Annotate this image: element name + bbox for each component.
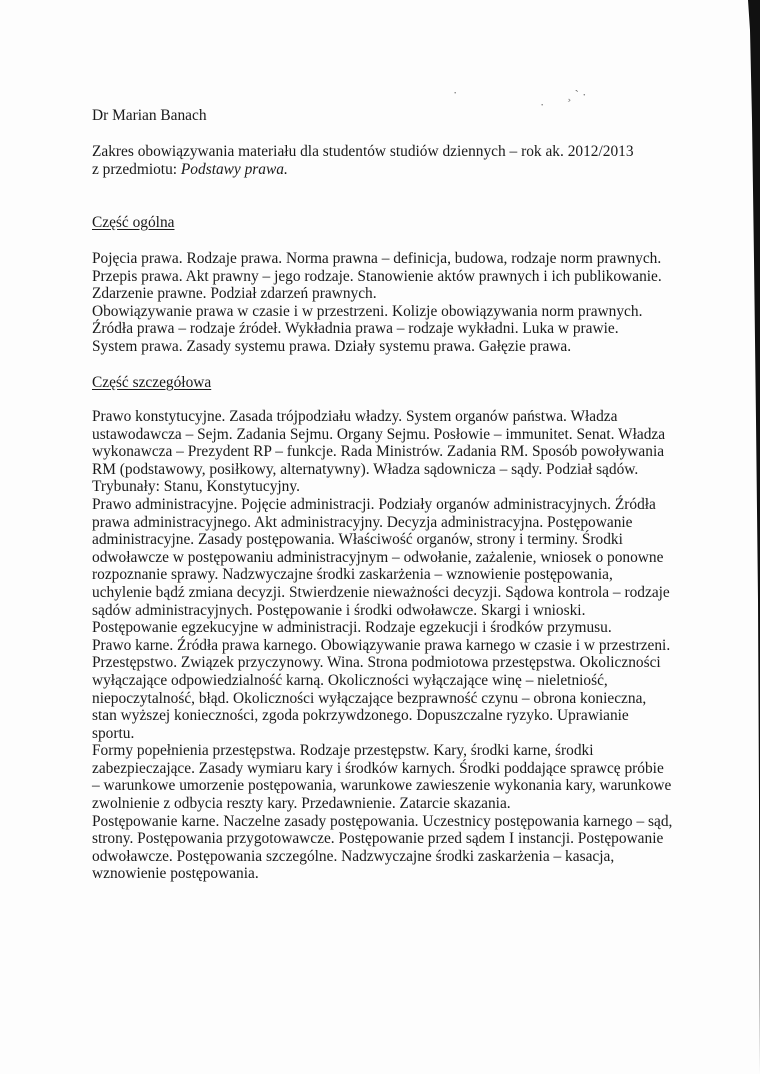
body-line: Formy popełnienia przestępstwa. Rodzaje przestępstw. Kary, środki karne, środki: [92, 742, 594, 760]
body-line: zabezpieczające. Zasady wymiaru kary i środków karnych. Środki poddające sprawcę próbie: [92, 759, 664, 777]
body-line: niepoczytalność, błąd. Okoliczności wyłączające bezprawność czynu – obrona konieczna,: [92, 689, 647, 707]
body-line: uchylenie bądź zmiana decyzji. Stwierdzenie nieważności decyzji. Sądowa kontrola – rodzaje: [92, 583, 670, 601]
body-line: Przestępstwo. Związek przyczynowy. Wina. Strona podmiotowa przestępstwa. Okoliczności: [92, 654, 661, 672]
body-line: Zdarzenie prawne. Podział zdarzeń prawnych.: [92, 285, 377, 303]
body-line: System prawa. Zasady systemu prawa. Działy systemu prawa. Gałęzie prawa.: [92, 337, 572, 355]
body-line: Prawo administracyjne. Pojęcie administracji. Podziały organów administracyjnych. Źródła: [92, 495, 656, 513]
body-line: odwoławcze w postępowaniu administracyjnym – odwołanie, zażalenie, wniosek o ponowne: [92, 548, 664, 566]
author-block: [92, 107, 712, 125]
body-line: wykonawcza – Prezydent RP – funkcje. Rada Ministrów. Zadania RM. Sposób powoływania: [92, 443, 665, 461]
body-line: RM (podstawowy, posiłkowy, alternatywny). Władza sądownicza – sądy. Podział sądów.: [92, 460, 639, 478]
body-line: Przepis prawa. Akt prawny – jego rodzaje. Stanowienie aktów prawnych i ich publikowanie.: [92, 267, 662, 285]
body-line: Postępowanie egzekucyjne w administracji. Rodzaje egzekucji i środków przymusu.: [92, 619, 612, 637]
body-line: Trybunały: Stanu, Konstytucyjny.: [92, 478, 300, 496]
general-part-heading-block: [92, 214, 712, 232]
body-line: wyłączające odpowiedzialność karną. Okoliczności wyłączające winę – nieletniość,: [92, 671, 608, 689]
specific-part-heading-block: [92, 374, 712, 392]
scan-speck: ·: [540, 97, 545, 112]
body-line: odwoławcze. Postępowania szczególne. Nadzwyczajne środki zaskarżenia – kasacja,: [92, 847, 615, 865]
subject-prefix: z przedmiotu:: [92, 160, 181, 178]
general-part-heading: Część ogólna: [92, 214, 175, 231]
body-line: prawa administracyjnego. Akt administracyjny. Decyzja administracyjna. Postępowanie: [92, 513, 633, 531]
body-line: zwolnienie z odbycia reszty kary. Przedawnienie. Zatarcie skazania.: [92, 795, 511, 813]
scanner-edge-shadow: [748, 0, 760, 1074]
scan-speck: ·: [453, 85, 458, 100]
author-name: Dr Marian Banach: [92, 107, 207, 124]
body-line: Prawo karne. Źródła prawa karnego. Obowiązywanie prawa karnego w czasie i w przestrzeni.: [92, 636, 671, 654]
body-line: sądów administracyjnych. Postępowanie i środki odwoławcze. Skargi i wnioski.: [92, 601, 586, 619]
body-line: Źródła prawa – rodzaje źródeł. Wykładnia prawa – rodzaje wykładni. Luka w prawie.: [92, 320, 619, 338]
body-line: wznowienie postępowania.: [92, 865, 259, 883]
body-line: Pojęcia prawa. Rodzaje prawa. Norma prawna – definicja, budowa, rodzaje norm prawnych.: [92, 250, 662, 267]
specific-part-body: [92, 408, 712, 883]
body-line: Obowiązywanie prawa w czasie i w przestrzeni. Kolizje obowiązywania norm prawnych.: [92, 302, 643, 320]
specific-part-heading: Część szczegółowa: [92, 374, 212, 391]
body-line: Prawo konstytucyjne. Zasada trójpodziału władzy. System organów państwa. Władza: [92, 408, 618, 425]
body-line: ustawodawcza – Sejm. Zadania Sejmu. Organy Sejmu. Posłowie – immunitet. Senat. Władza: [92, 425, 666, 443]
body-line: sportu.: [92, 724, 135, 742]
subject-name: Podstawy prawa.: [180, 160, 288, 178]
body-line: rozpoznanie sprawy. Nadzwyczajne środki zaskarżenia – wznowienie postępowania,: [92, 566, 613, 584]
body-line: Postępowanie karne. Naczelne zasady postępowania. Uczestnicy postępowania karnego – sąd,: [92, 812, 673, 830]
scan-speck: ¸ ˋ ·: [567, 87, 587, 102]
subject-line: [92, 161, 712, 179]
body-line: strony. Postępowania przygotowawcze. Postępowanie przed sądem I instancji. Postępowanie: [92, 830, 664, 848]
scope-block: [92, 143, 712, 178]
body-line: administracyjne. Zasady postępowania. Właściwość organów, strony i terminy. Środki: [92, 531, 623, 549]
scope-line: Zakres obowiązywania materiału dla studentów studiów dziennych – rok ak. 2012/2013: [92, 143, 634, 160]
body-line: stan wyższej konieczności, zgoda pokrzywdzonego. Dopuszczalne ryzyko. Uprawianie: [92, 707, 629, 725]
general-part-body: [92, 250, 712, 356]
body-line: – warunkowe umorzenie postępowania, warunkowe zawieszenie wykonania kary, warunkowe: [92, 777, 672, 795]
